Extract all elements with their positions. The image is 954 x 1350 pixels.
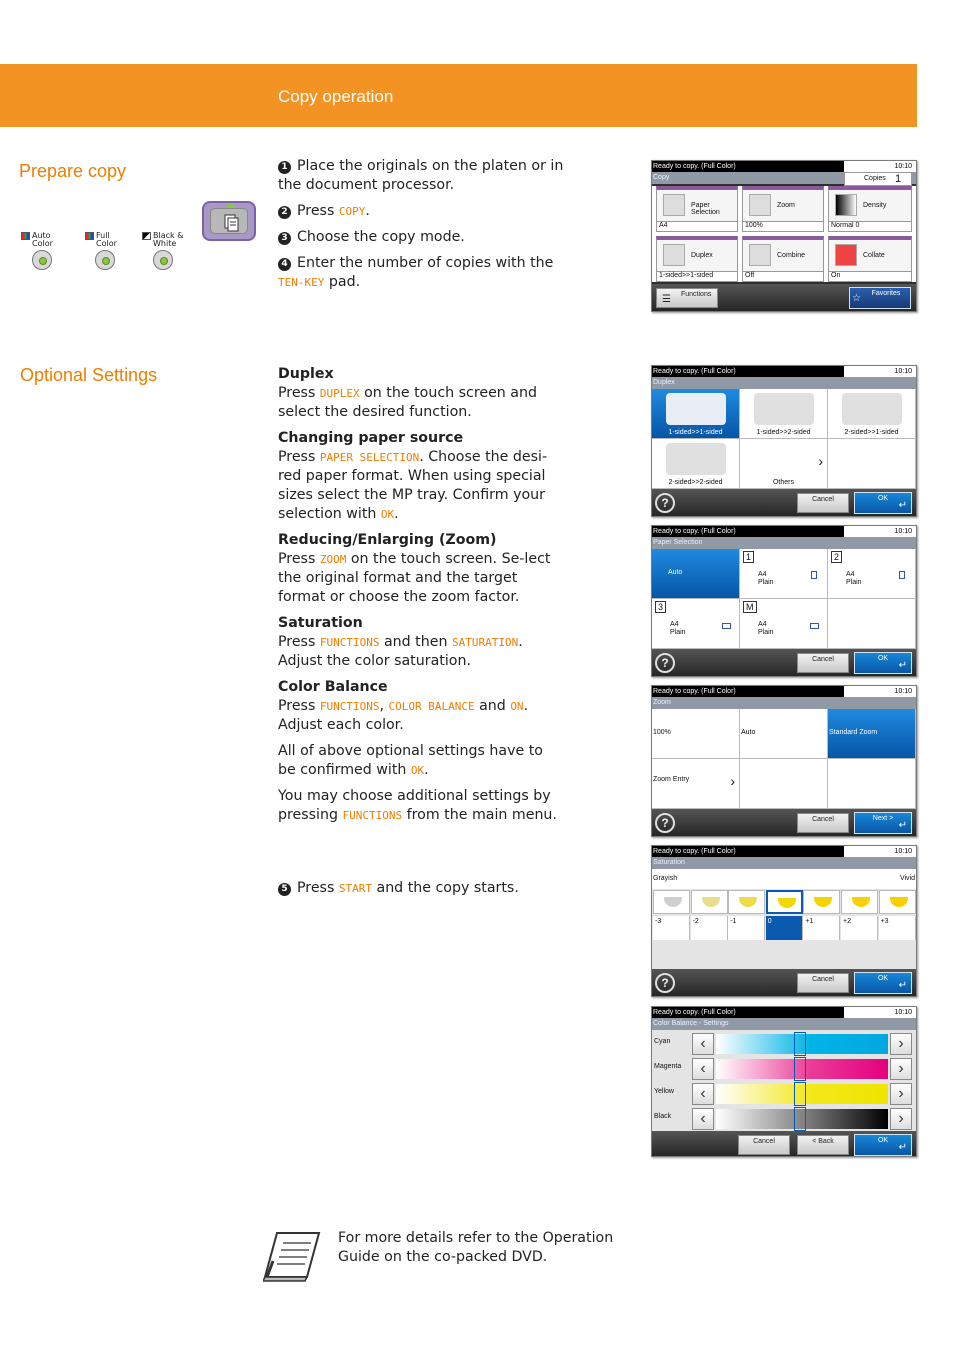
color-balance-key-label: COLOR BALANCE <box>388 700 475 713</box>
tile-combine[interactable] <box>742 236 824 282</box>
step-5-text: and the copy starts. <box>371 880 519 896</box>
color-balance-text: and <box>474 698 511 714</box>
screen-footer <box>652 284 916 312</box>
step-number-icon: 4 <box>278 258 291 271</box>
cancel-button[interactable] <box>738 1135 790 1155</box>
saturation-level[interactable]: 0 <box>766 916 803 940</box>
zoom-entry-label: Zoom Entry <box>653 776 690 783</box>
duplex-icon <box>666 393 726 425</box>
enter-icon: ↵ <box>898 820 907 831</box>
portrait-icon <box>811 571 817 579</box>
cancel-label: Cancel <box>812 656 834 663</box>
cb-row-black <box>652 1107 916 1131</box>
section-title-optional: Optional Settings <box>20 365 158 385</box>
banana-icon <box>664 897 682 907</box>
ten-key-label: TEN-KEY <box>278 276 325 289</box>
color-balance-panel <box>652 1030 916 1131</box>
mode-black-white <box>142 232 183 248</box>
header-banner <box>0 64 917 127</box>
functions-button[interactable] <box>656 288 718 308</box>
clock: 10:10 <box>844 526 916 537</box>
vivid-label: Vivid <box>899 875 915 882</box>
cancel-button[interactable] <box>797 973 849 993</box>
clock: 10:10 <box>844 1007 916 1018</box>
grayish-label: Grayish <box>653 875 678 882</box>
paper-type: Plain <box>758 629 774 636</box>
duplex-option-2-2[interactable] <box>652 439 740 489</box>
clock: 10:10 <box>844 161 916 172</box>
status-bar <box>652 161 916 172</box>
step-number-icon: 5 <box>278 883 291 896</box>
clock: 10:10 <box>844 686 916 697</box>
paper-options <box>652 549 916 649</box>
note-text: For more details refer to the Operation Guide on the co-packed DVD. <box>338 1230 614 1265</box>
mode-label: Auto <box>32 231 51 240</box>
duplex-option-1-1[interactable] <box>652 389 740 439</box>
saturation-level[interactable]: +3 <box>879 916 916 940</box>
copy-key-label: COPY <box>338 205 366 218</box>
banana-icon <box>852 897 870 907</box>
duplex-option-label: 1-sided>>1-sided <box>668 429 723 436</box>
zoom-100[interactable] <box>652 709 740 759</box>
zoom-text: on the touch screen. Se-lect the original format and the target format or choose the zoom factor. <box>278 551 551 605</box>
paper-tray-1[interactable] <box>740 549 828 599</box>
favorites-label: Favorites <box>871 290 901 297</box>
chevron-right-icon[interactable]: › <box>890 1083 912 1105</box>
saturation-swatch[interactable] <box>728 890 765 914</box>
slider-thumb[interactable] <box>794 1057 806 1081</box>
mode-label: Color <box>96 239 117 248</box>
status-bar <box>652 366 916 377</box>
step-number-icon: 1 <box>278 161 291 174</box>
additional-text: You may choose additional settings by pressing <box>278 788 551 823</box>
prepare-steps <box>278 157 568 299</box>
banana-icon <box>778 898 796 908</box>
chevron-left-icon[interactable]: ‹ <box>692 1083 714 1105</box>
saturation-text: . Adjust the color saturation. <box>278 634 523 669</box>
duplex-key-label: DUPLEX <box>319 387 360 400</box>
screen-footer <box>652 809 916 837</box>
tray-number: 2 <box>831 551 842 563</box>
screen-footer <box>652 649 916 677</box>
ok-label: OK <box>877 655 889 662</box>
zoom-option-label: Standard Zoom <box>829 729 878 736</box>
help-icon[interactable]: ? <box>655 813 675 833</box>
landscape-icon <box>722 623 731 629</box>
section-title-prepare: Prepare copy <box>19 161 127 181</box>
cancel-label: Cancel <box>812 816 834 823</box>
paper-tray-2[interactable] <box>828 549 916 599</box>
empty-cell <box>828 599 916 649</box>
saturation-swatch[interactable] <box>879 890 916 914</box>
magenta-slider[interactable] <box>716 1059 888 1079</box>
duplex-option-1-2[interactable] <box>740 389 828 439</box>
page-title: Copy operation <box>278 87 394 106</box>
tile-label: Zoom <box>777 202 795 209</box>
color-label: Magenta <box>654 1063 682 1070</box>
black-slider[interactable] <box>716 1109 888 1129</box>
saturation-swatch[interactable] <box>691 890 728 914</box>
step-5 <box>278 879 563 898</box>
ok-key-label: OK <box>410 764 425 777</box>
duplex-option-label: 2-sided>>2-sided <box>668 479 723 486</box>
chevron-right-icon[interactable]: › <box>890 1058 912 1080</box>
ok-button[interactable] <box>854 972 912 994</box>
saturation-level[interactable]: -3 <box>653 916 690 940</box>
duplex-icon <box>663 244 685 266</box>
color-balance-text: . Adjust each color. <box>278 698 529 733</box>
color-balance-text: Press <box>278 698 320 714</box>
cancel-label: Cancel <box>812 976 834 983</box>
paper-size: A4 <box>670 621 679 628</box>
duplex-text: on the touch screen and select the desired function. <box>278 385 537 420</box>
duplex-others[interactable] <box>740 439 828 489</box>
screen-title <box>652 377 916 389</box>
ok-button[interactable] <box>854 652 912 674</box>
tile-label: Density <box>863 202 887 209</box>
screen-footer <box>652 1131 916 1157</box>
zoom-entry[interactable] <box>652 759 740 809</box>
tile-label: Duplex <box>691 252 713 259</box>
step-number-icon: 2 <box>278 206 291 219</box>
color-balance-text: , <box>379 698 389 714</box>
screen-zoom <box>651 685 917 837</box>
color-swatch-icon <box>85 232 94 240</box>
tile-value: Off <box>743 271 823 281</box>
list-icon: ☰ <box>662 294 671 305</box>
saturation-level[interactable]: +2 <box>841 916 878 940</box>
duplex-icon <box>842 393 902 425</box>
zoom-option-label: 100% <box>653 729 671 736</box>
enter-icon: ↵ <box>898 980 907 991</box>
black-white-button[interactable] <box>153 250 173 270</box>
tile-paper-selection[interactable] <box>656 186 738 232</box>
paper-auto[interactable] <box>652 549 740 599</box>
zoom-key-label: ZOOM <box>319 553 347 566</box>
saturation-scale <box>652 869 916 889</box>
color-balance-heading: Color Balance <box>278 679 388 695</box>
on-key-label: ON <box>510 700 524 713</box>
color-label: Cyan <box>654 1038 671 1045</box>
paper-type: Plain <box>758 579 774 586</box>
status-bar <box>652 1007 916 1018</box>
banana-icon <box>702 897 720 907</box>
color-label: Yellow <box>654 1088 674 1095</box>
confirm-text: All of above optional settings have to be confirmed with <box>278 743 543 778</box>
collate-icon <box>835 244 857 266</box>
combine-icon <box>749 244 771 266</box>
enter-icon: ↵ <box>898 660 907 671</box>
step-2-text: . <box>365 203 370 219</box>
mode-label: White <box>153 239 177 248</box>
portrait-icon <box>899 571 905 579</box>
slider-thumb[interactable] <box>794 1032 806 1056</box>
ok-key-label: OK <box>380 508 395 521</box>
help-icon[interactable]: ? <box>655 973 675 993</box>
paper-tray-mp[interactable] <box>740 599 828 649</box>
saturation-text: Press <box>278 634 320 650</box>
screen-footer <box>652 489 916 517</box>
tile-value: 100% <box>743 221 823 231</box>
saturation-swatch[interactable] <box>841 890 878 914</box>
saturation-panel <box>652 869 916 969</box>
screen-title-text: Paper Selection <box>653 539 703 546</box>
ok-label: OK <box>877 975 889 982</box>
status-bar <box>652 526 916 537</box>
duplex-option-label: 2-sided>>1-sided <box>844 429 899 436</box>
copies-value: 1 <box>895 173 902 185</box>
saturation-key-label: SATURATION <box>451 636 519 649</box>
functions-key-label: FUNCTIONS <box>319 700 380 713</box>
cancel-label: Cancel <box>812 496 834 503</box>
step-number-icon: 3 <box>278 232 291 245</box>
zoom-options <box>652 709 916 809</box>
landscape-icon <box>810 623 819 629</box>
screen-title <box>652 857 916 869</box>
tile-label: Combine <box>777 252 806 259</box>
copies-field[interactable] <box>844 172 912 186</box>
saturation-swatch[interactable] <box>803 890 840 914</box>
copy-key-button[interactable] <box>202 201 256 241</box>
clock: 10:10 <box>844 366 916 377</box>
tile-density[interactable] <box>828 186 912 232</box>
saturation-swatch[interactable] <box>766 890 803 914</box>
additional-text: from the main menu. <box>402 807 557 823</box>
banana-icon <box>890 897 908 907</box>
screen-title-text: Copy <box>653 174 670 181</box>
color-label: Black <box>654 1113 672 1120</box>
tile-label: Paper Selection <box>691 202 720 216</box>
status-bar <box>652 686 916 697</box>
mode-label: Color <box>32 239 53 248</box>
cb-row-magenta <box>652 1057 916 1081</box>
empty-cell <box>740 759 828 809</box>
zoom-standard[interactable] <box>828 709 916 759</box>
chevron-left-icon[interactable]: ‹ <box>692 1033 714 1055</box>
duplex-option-2-1[interactable] <box>828 389 916 439</box>
chevron-right-icon: › <box>730 773 735 789</box>
slider-thumb[interactable] <box>794 1107 806 1131</box>
copy-icon <box>210 208 248 234</box>
screen-saturation <box>651 845 917 997</box>
paper-text: . Choose the desi-red paper format. When using special sizes select the MP tray. Confirm your selection with <box>278 449 548 522</box>
status-bar <box>652 846 916 857</box>
enter-icon: ↵ <box>898 500 907 511</box>
tray-number: 1 <box>743 551 754 563</box>
chevron-right-icon: › <box>818 453 823 469</box>
help-icon[interactable]: ? <box>655 653 675 673</box>
cb-row-cyan <box>652 1032 916 1056</box>
step-3-text: Choose the copy mode. <box>297 229 465 245</box>
paper-size: A4 <box>846 571 855 578</box>
empty-cell <box>828 439 916 489</box>
mode-full-color <box>85 232 117 248</box>
tile-collate[interactable] <box>828 236 912 282</box>
led-icon <box>228 203 234 208</box>
paper-text: . <box>394 506 399 522</box>
functions-key-label: FUNCTIONS <box>319 636 380 649</box>
screen-paper-selection <box>651 525 917 677</box>
tile-duplex[interactable] <box>656 236 738 282</box>
yellow-slider[interactable] <box>716 1084 888 1104</box>
cyan-slider[interactable] <box>716 1034 888 1054</box>
saturation-level[interactable]: -1 <box>728 916 765 940</box>
chevron-right-icon[interactable]: › <box>890 1033 912 1055</box>
color-swatch-icon <box>21 232 30 240</box>
status-text: Ready to copy. (Full Color) <box>653 528 736 535</box>
step-5-text: Press <box>297 880 339 896</box>
full-color-button[interactable] <box>95 250 115 270</box>
status-text: Ready to copy. (Full Color) <box>653 848 736 855</box>
cancel-label: Cancel <box>753 1138 775 1145</box>
optional-settings-text <box>278 365 563 832</box>
next-label: Next > <box>872 815 894 822</box>
duplex-heading: Duplex <box>278 366 334 382</box>
duplex-icon <box>754 393 814 425</box>
chevron-left-icon[interactable]: ‹ <box>692 1108 714 1130</box>
manual-icon <box>263 1231 321 1283</box>
paper-tray-3[interactable] <box>652 599 740 649</box>
screen-title-text: Color Balance - Settings <box>653 1020 729 1027</box>
screen-title-text: Duplex <box>653 379 675 386</box>
paper-size: A4 <box>758 571 767 578</box>
zoom-icon <box>749 194 771 216</box>
empty-cell <box>828 759 916 809</box>
tile-label: Collate <box>863 252 885 259</box>
others-label: Others <box>772 479 794 486</box>
banana-icon <box>814 897 832 907</box>
ok-button[interactable] <box>854 492 912 514</box>
tile-zoom[interactable] <box>742 186 824 232</box>
status-text: Ready to copy. (Full Color) <box>653 1009 736 1016</box>
screen-color-balance <box>651 1006 917 1157</box>
zoom-heading: Reducing/Enlarging (Zoom) <box>278 532 497 548</box>
confirm-text: . <box>424 762 429 778</box>
saturation-swatch[interactable] <box>653 890 690 914</box>
slider-thumb[interactable] <box>794 1082 806 1106</box>
screen-title-text: Zoom <box>653 699 671 706</box>
functions-label: Functions <box>681 291 712 298</box>
paper-size: A4 <box>758 621 767 628</box>
mode-label: Black & <box>153 231 184 240</box>
auto-label: Auto <box>668 569 683 576</box>
status-text: Ready to copy. (Full Color) <box>653 688 736 695</box>
copy-tiles <box>652 186 916 282</box>
status-text: Ready to copy. (Full Color) <box>653 368 736 375</box>
mode-label: Full <box>96 231 110 240</box>
status-text: Ready to copy. (Full Color) <box>653 163 736 170</box>
screen-title <box>652 1018 916 1030</box>
duplex-text: Press <box>278 385 320 401</box>
back-button[interactable] <box>797 1135 849 1155</box>
back-label: < Back <box>812 1138 834 1145</box>
functions-key-label: FUNCTIONS <box>342 809 403 822</box>
banana-icon <box>739 897 757 907</box>
duplex-icon <box>666 443 726 475</box>
paper-heading: Changing paper source <box>278 430 464 446</box>
screen-duplex <box>651 365 917 517</box>
screen-copy <box>651 160 917 312</box>
paper-icon <box>663 194 685 216</box>
tile-value: A4 <box>657 221 737 231</box>
copies-label: Copies <box>864 175 886 182</box>
step-4-text: pad. <box>324 274 361 290</box>
zoom-option-label: Auto <box>741 729 756 736</box>
saturation-level[interactable]: -2 <box>691 916 728 940</box>
paper-text: Press <box>278 449 320 465</box>
duplex-options <box>652 389 916 489</box>
screen-title-text: Saturation <box>653 859 685 866</box>
paper-type: Plain <box>670 629 686 636</box>
screen-title <box>652 697 916 709</box>
next-button[interactable] <box>854 812 912 834</box>
tile-value: 1-sided>>1-sided <box>657 271 737 281</box>
favorites-button[interactable] <box>849 287 911 309</box>
step-4-text: Enter the number of copies with the <box>297 255 554 271</box>
paper-type: Plain <box>846 579 862 586</box>
paper-selection-key-label: PAPER SELECTION <box>319 451 420 464</box>
star-icon: ☆ <box>852 293 861 304</box>
bw-swatch-icon <box>142 232 151 240</box>
mode-auto-color <box>21 232 53 248</box>
zoom-text: Press <box>278 551 320 567</box>
start-key-label: START <box>338 882 372 895</box>
enter-icon: ↵ <box>898 1142 907 1153</box>
screen-title <box>652 537 916 549</box>
zoom-auto[interactable] <box>740 709 828 759</box>
ok-label: OK <box>877 495 889 502</box>
tile-value: Normal 0 <box>829 221 911 231</box>
cancel-button[interactable] <box>797 493 849 513</box>
auto-color-button[interactable] <box>32 250 52 270</box>
chevron-right-icon[interactable]: › <box>890 1108 912 1130</box>
cancel-button[interactable] <box>797 813 849 833</box>
duplex-option-label: 1-sided>>2-sided <box>756 429 811 436</box>
help-icon[interactable]: ? <box>655 493 675 513</box>
ok-label: OK <box>877 1137 889 1144</box>
screen-footer <box>652 969 916 997</box>
density-icon <box>835 194 857 216</box>
saturation-text: and then <box>379 634 452 650</box>
ok-button[interactable] <box>854 1134 912 1156</box>
chevron-left-icon[interactable]: ‹ <box>692 1058 714 1080</box>
tray-number: M <box>743 601 757 613</box>
clock: 10:10 <box>844 846 916 857</box>
saturation-level[interactable]: +1 <box>803 916 840 940</box>
cancel-button[interactable] <box>797 653 849 673</box>
saturation-heading: Saturation <box>278 615 363 631</box>
tile-value: On <box>829 271 911 281</box>
step-1-text: Place the originals on the platen or in the document processor. <box>278 158 564 193</box>
step-2-text: Press <box>297 203 339 219</box>
cb-row-yellow <box>652 1082 916 1106</box>
tray-number: 3 <box>655 601 666 613</box>
